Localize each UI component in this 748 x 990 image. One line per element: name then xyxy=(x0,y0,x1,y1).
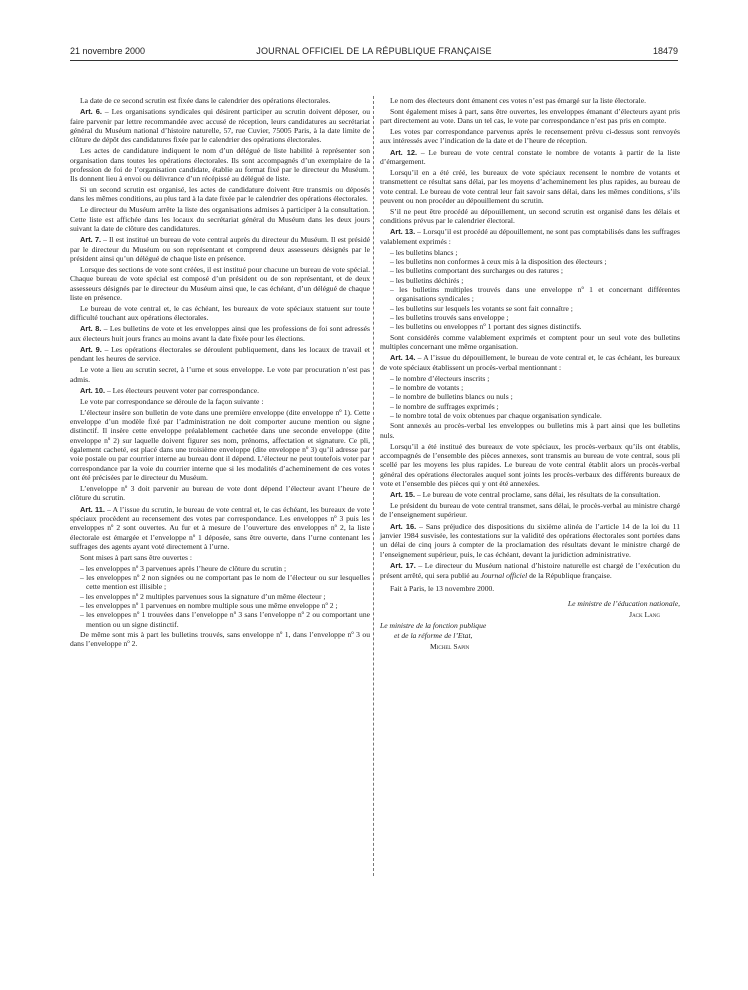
article-13 xyxy=(380,227,680,246)
paragraph: De même sont mis à part les bulletins trouvés, sans enveloppe nº 1, dans l’enveloppe nº 3 ou dans l’enveloppe nº 2. xyxy=(70,630,370,649)
list-item: – le nombre de votants ; xyxy=(390,382,464,392)
article-text: – Les organisations syndicales qui désirent participer au scrutin doivent déposer, ou faire parvenir par lettre recommandée avec accusé de réception, leurs candidatures au secrétariat général du Muséum national d’histoire naturelle, 57, rue Cuvier, 75005 Paris, à la date limite de clôture de dépôt des candidatures fixée par le calendrier des opérations électorales. xyxy=(70,107,370,145)
article-label: Art. 7. xyxy=(80,235,102,245)
article-text: – Lorsqu’il est procédé au dépouillement, ne sont pas comptabilisés dans les suffrages valablement exprimés : xyxy=(380,227,681,246)
article-text: – A l’issue du dépouillement, le bureau de vote central et, le cas échéant, les bureaux de vote spéciaux établissent un procès-verbal mentionnant : xyxy=(380,353,680,372)
list-item: – les bulletins trouvés sans enveloppe ; xyxy=(390,313,509,323)
paragraph: Sont annexés au procès-verbal les enveloppes ou bulletins mis à part ainsi que les bulletins nuls. xyxy=(380,421,680,440)
list-item: – le nombre d’électeurs inscrits ; xyxy=(390,373,490,383)
article-8 xyxy=(70,324,370,343)
signatory-2-title-line-1: Le ministre de la fonction publique xyxy=(380,621,487,631)
signatory-2-name xyxy=(380,642,680,651)
article-text: – Le directeur du Muséum national d’histoire naturelle est chargé de l’exécution du présent arrêté, qui sera publié au xyxy=(380,561,680,580)
paragraph: Lorsqu’il a été institué des bureaux de vote spéciaux, les procès-verbaux qu’ils ont établis, accompagnés de l’ensemble des pièces annexes, sont transmis au bureau de vote central, sous pli scellé par les moyens les plus rapides. Le bureau de vote central établit alors un procès-verbal général des opérations électorales auquel sont joints les procès-verbaux des différents bureaux de vote et l’ensemble des pièces qui y ont été annexées. xyxy=(380,441,680,488)
signing-date: Fait à Paris, le 13 novembre 2000. xyxy=(390,583,495,593)
article-label: Art. 6. xyxy=(80,107,102,117)
list-item: – le nombre total de voix obtenues par chaque organisation syndicale. xyxy=(390,411,602,420)
list-item: – les enveloppes nº 2 multiples parvenues sous la signature d’un même électeur ; xyxy=(80,591,326,601)
list-item: – les bulletins multiples trouvés dans une enveloppe nº 1 et concernant différentes organisations syndicales ; xyxy=(390,285,680,304)
column-separator xyxy=(373,96,374,876)
paragraph: Le président du bureau de vote central transmet, sans délai, le procès-verbal au ministre chargé de l’enseignement supérieur. xyxy=(380,501,680,520)
article-9 xyxy=(70,345,370,364)
signatory-1-title: Le ministre de l’éducation nationale, xyxy=(567,599,680,609)
list-item: – les bulletins sur lesquels les votants se sont fait connaître ; xyxy=(390,303,573,313)
list-item: – les bulletins non conformes à ceux mis à la disposition des électeurs ; xyxy=(390,257,607,266)
paragraph: L’enveloppe nº 3 doit parvenir au bureau de vote dont dépend l’électeur avant l’heure de clôture du scrutin. xyxy=(70,483,370,503)
list-item: – les bulletins ou enveloppes nº 1 portant des signes distinctifs. xyxy=(390,322,582,332)
paragraph: S’il ne peut être procédé au dépouillement, un second scrutin est organisé dans les délais et conditions prévus par le calendrier électoral. xyxy=(380,206,680,226)
signatory-1-name: Jack Lang xyxy=(629,610,660,620)
paragraph: Sont mises à part sans être ouvertes : xyxy=(80,552,192,562)
list-item: – les bulletins comportant des surcharges ou des ratures ; xyxy=(390,266,563,276)
article-6 xyxy=(70,107,370,144)
article-text: – Les électeurs peuvent voter par correspondance. xyxy=(105,385,259,395)
article-text: – Les bulletins de vote et les enveloppes ainsi que les professions de foi sont adressés aux électeurs huit jours francs au moins avant la date fixée pour les élections. xyxy=(70,324,370,343)
article-label: Art. 16. xyxy=(390,521,417,531)
article-10 xyxy=(70,386,370,395)
article-7 xyxy=(70,235,370,263)
list-item: – les enveloppes nº 3 parvenues après l’heure de clôture du scrutin ; xyxy=(80,563,287,573)
article-text: – Le bureau de vote central proclame, sans délai, les résultats de la consultation. xyxy=(415,490,661,500)
list-item: – les enveloppes nº 2 non signées ou ne comportant pas le nom de l’électeur ou sur lesquelles cette mention est illisible ; xyxy=(80,573,370,592)
paragraph: Le bureau de vote central et, le cas échéant, les bureaux de vote spéciaux statuent sur toute difficulté touchant aux opérations électorales. xyxy=(70,303,370,323)
article-label: Art. 14. xyxy=(390,353,416,363)
article-text: – Sans préjudice des dispositions du sixième alinéa de l’article 14 de la loi du 11 janvier 1984 susvisée, les contestations sur la validité des opérations électorales sont portées dans un délai de cinq jours à compter de la proclamation des résultats devant le ministre chargé de l’enseignement supérieur, puis, le cas échéant, devant la juridiction administrative. xyxy=(380,521,680,559)
page-header xyxy=(70,46,678,60)
article-17 xyxy=(380,561,680,580)
article-label: Art. 12. xyxy=(390,147,418,157)
article-text: – A l’issue du scrutin, le bureau de vote central et, le cas échéant, les bureaux de vote spéciaux procèdent au recensement des votes par correspondance. Les enveloppes nº 3 puis les enveloppes nº 2 sont ouvertes. Au fur et à mesure de l’ouverture des enveloppes nº 2, la liste électorale est émargée et l’enveloppe nº 1 déposée, sans être ouverte, dans l’urne contenant les suffrages des agents ayant voté directement à l’urne. xyxy=(70,504,370,551)
article-label: Art. 9. xyxy=(80,345,102,355)
right-column xyxy=(380,96,680,652)
article-text: – Le bureau de vote central constate le nombre de votants à partir de la liste d’émargement. xyxy=(380,147,680,167)
paragraph: Le directeur du Muséum arrête la liste des organisations admises à participer à la consultation. Cette liste est affichée dans les locaux du secrétariat général du Muséum dans les deux jours suivant la date de clôture des candidatures. xyxy=(70,205,370,233)
signatory-2-title-line-2: et de la réforme de l’Etat, xyxy=(394,630,473,640)
article-12 xyxy=(380,148,680,167)
paragraph: Le nom des électeurs dont émanent ces votes n’est pas émargé sur la liste électorale. xyxy=(390,96,647,105)
list-item: – les enveloppes nº 1 parvenues en nombre multiple sous une même enveloppe nº 2 ; xyxy=(80,601,338,611)
header-rule xyxy=(70,60,678,61)
article-label: Art. 13. xyxy=(390,227,416,237)
article-text: – Les opérations électorales se déroulent publiquement, dans les locaux de travail et pendant les heures de service. xyxy=(70,345,370,364)
header-date: 21 novembre 2000 xyxy=(70,46,146,56)
article-label: Art. 10. xyxy=(80,385,106,395)
paragraph: L’électeur insère son bulletin de vote dans une première enveloppe (dite enveloppe nº 1). Cette enveloppe d’un modèle fixé par l’administration ne doit comporter aucune mention ou signe distinctif. Il insère cette enveloppe préalablement cachetée dans une seconde enveloppe (dite enveloppe nº 2) sur laquelle doivent figurer ses nom, prénoms, affectation et signature. Ce pli, également cacheté, est placé dans une troisième enveloppe (dite enveloppe nº 3) qu’il adresse par voie postale ou par courrier interne au bureau dont il dépend. L’électeur ne peut toutefois voter par correspondance par la voie du courrier interne que si les modalités d’acheminement de ces votes ont été précisées par le directeur du Muséum. xyxy=(70,407,370,483)
signatory-2-name-text: Michel Sapin xyxy=(430,641,470,651)
article-11 xyxy=(70,505,370,552)
paragraph: Lorsqu’il en a été créé, les bureaux de vote spéciaux recensent le nombre de votants et transmettent ce résultat sans délai, par les moyens d’acheminement les plus rapides, au bureau de vote central. Le bureau de vote central leur fait savoir sans délai, dans les mêmes conditions, s’ils peuvent ou non procéder au dépouillement du scrutin. xyxy=(380,167,680,205)
paragraph: Le vote a lieu au scrutin secret, à l’urne et sous enveloppe. Le vote par procuration n’est pas admis. xyxy=(70,365,370,384)
article-text: – Il est institué un bureau de vote central auprès du directeur du Muséum. Il est présidé par le directeur du Muséum ou son représentant et comprend deux assesseurs désignés par le président ainsi qu’un délégué de chaque liste en présence. xyxy=(70,235,370,263)
list-item: – les bulletins déchirés ; xyxy=(390,275,464,285)
article-label: Art. 15. xyxy=(390,490,416,500)
paragraph: Sont considérés comme valablement exprimés et comptent pour un seul vote des bulletins multiples concernant une même organisation. xyxy=(380,332,680,352)
article-label: Art. 11. xyxy=(80,504,105,514)
paragraph: Les votes par correspondance parvenus après le recensement prévu ci-dessus sont renvoyés aux intéressés avec l’indication de la date et de l’heure de réception. xyxy=(380,127,680,146)
list-item: – les bulletins blancs ; xyxy=(390,247,458,257)
header-page-number: 18479 xyxy=(652,46,678,56)
list-item: – le nombre de bulletins blancs ou nuls ; xyxy=(390,392,513,402)
article-15 xyxy=(380,490,680,499)
article-14 xyxy=(380,353,680,372)
paragraph: Lorsque des sections de vote sont créées, il est institué pour chacune un bureau de vote spécial. Chaque bureau de vote spécial est composé d’un président ou de son représentant, et de deux assesseurs désignés par le directeur du Muséum ainsi que, le cas échéant, d’un délégué de chaque liste en présence. xyxy=(70,264,370,302)
article-label: Art. 17. xyxy=(390,561,416,571)
left-column xyxy=(70,96,370,650)
paragraph: Si un second scrutin est organisé, les actes de candidature doivent être transmis ou déposés dans les mêmes conditions, au plus tard à la date fixée par le calendrier des opérations électorales. xyxy=(70,185,370,204)
paragraph: Le vote par correspondance se déroule de la façon suivante : xyxy=(80,396,264,406)
article-text: de la République française. xyxy=(527,570,612,580)
header-title: JOURNAL OFFICIEL DE LA RÉPUBLIQUE FRANÇAISE xyxy=(256,46,492,56)
list xyxy=(380,248,680,332)
paragraph: Les actes de candidature indiquent le nom d’un délégué de liste habilité à représenter son organisation dans toutes les opérations électorales. Ils sont accompagnés d’un exemplaire de la profession de foi de l’organisation candidate, établie au format fixé par le directeur du Muséum. Ils donnent lieu à envoi ou délivrance d’un récépissé au délégué de liste. xyxy=(70,146,370,184)
journal-officiel-title: Journal officiel xyxy=(480,570,528,580)
signatory-2-block xyxy=(380,621,680,640)
article-16 xyxy=(380,522,680,559)
paragraph: La date de ce second scrutin est fixée dans le calendrier des opérations électorales. xyxy=(80,96,331,105)
list xyxy=(380,374,680,421)
list-item: – les enveloppes nº 1 trouvées dans l’enveloppe nº 3 sans l’enveloppe nº 2 ou comportant une mention ou un signe distinctif. xyxy=(80,610,370,629)
list xyxy=(70,564,370,629)
article-label: Art. 8. xyxy=(80,324,102,334)
list-item: – le nombre de suffrages exprimés ; xyxy=(390,401,499,411)
paragraph: Sont également mises à part, sans être ouvertes, les enveloppes émanant d’électeurs ayant pris part directement au vote. Dans un tel cas, le vote par correspondance n’est pas pris en compte. xyxy=(380,106,680,126)
